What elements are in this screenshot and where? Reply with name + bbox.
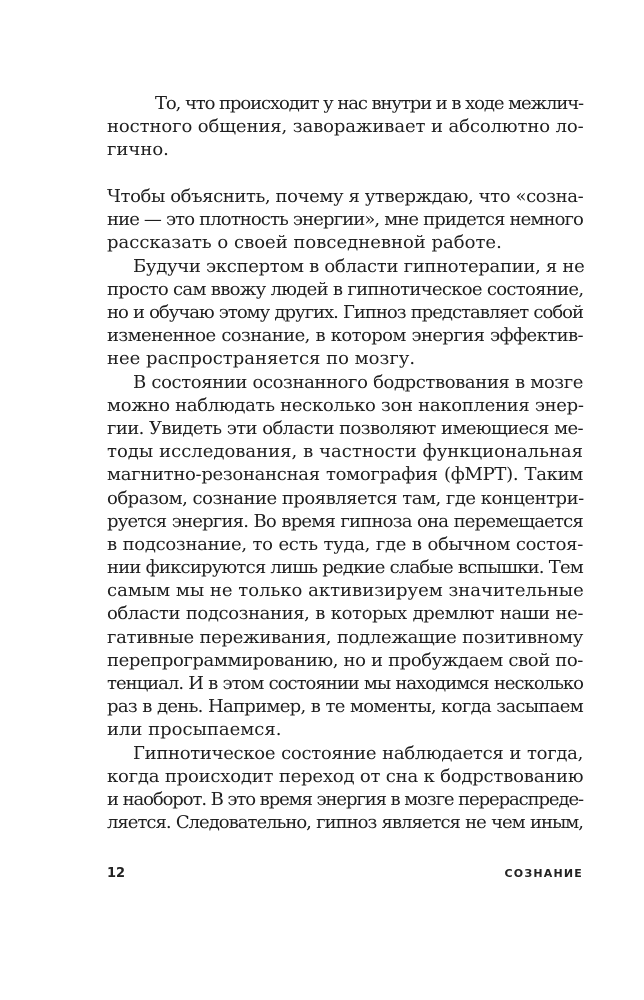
paragraph-line: но и обучаю этому других. Гипноз представляет собой [107, 301, 583, 323]
paragraph-line: гично. [107, 139, 169, 161]
paragraph-line: перепрограммированию, но и пробуждаем свой по- [107, 649, 583, 671]
paragraph-5 [107, 742, 583, 835]
paragraph-line: В состоянии осознанного бодрствования в мозге [133, 371, 583, 393]
paragraph-line: просто сам ввожу людей в гипнотическое состояние, [107, 278, 584, 300]
page-number: 12 [107, 866, 126, 881]
paragraph-line: руется энергия. Во время гипноза она перемещается [107, 510, 583, 532]
paragraph-line: гативные переживания, подлежащие позитивному [107, 626, 583, 648]
paragraph-line: или просыпаемся. [107, 719, 282, 741]
paragraph-2 [107, 185, 583, 255]
paragraph-line: образом, сознание проявляется там, где концентри- [107, 487, 584, 509]
paragraph-line: рассказать о своей повседневной работе. [107, 232, 502, 254]
paragraph-line: измененное сознание, в котором энергия эффектив- [107, 325, 583, 347]
paragraph-1 [107, 92, 583, 162]
paragraph-line: ностного общения, завораживает и абсолютно ло- [107, 116, 584, 138]
paragraph-line: Чтобы объяснить, почему я утверждаю, что «созна- [107, 186, 584, 207]
paragraph-line: раз в день. Например, в те моменты, когда засыпаем [107, 696, 583, 718]
paragraph-line: нии фиксируются лишь редкие слабые вспышки. Тем [107, 557, 583, 579]
paragraph-line: в подсознание, то есть туда, где в обычном состоя- [107, 533, 583, 555]
paragraph-3 [107, 255, 583, 371]
paragraph-line: когда происходит переход от сна к бодрствованию [107, 765, 584, 787]
paragraph-line: тенциал. И в этом состоянии мы находимся несколько [107, 673, 583, 695]
paragraph-line: Гипнотическое состояние наблюдается и тогда, [133, 742, 583, 764]
paragraph-line: То, что происходит у нас внутри и в ходе межлич- [155, 93, 583, 114]
paragraph-line: области подсознания, в которых дремлют наши не- [107, 603, 583, 625]
paragraph-line: магнитно-резонансная томография (фМРТ). Таким [107, 464, 583, 486]
paragraph-line: ние — это плотность энергии», мне придется немного [107, 209, 583, 231]
paragraph-line: нее распространяется по мозгу. [107, 348, 416, 370]
paragraph-line: можно наблюдать несколько зон накопления энер- [107, 394, 584, 416]
paragraph-line: Будучи экспертом в области гипнотерапии, я не [133, 255, 585, 277]
paragraph-line: ляется. Следовательно, гипноз является не чем иным, [107, 812, 583, 834]
paragraph-line: и наоборот. В это время энергия в мозге перераспреде- [107, 789, 583, 811]
paragraph-4 [107, 371, 583, 742]
paragraph-line: тоды исследования, в частности функциональная [107, 441, 583, 463]
running-title: СОЗНАНИЕ [504, 867, 583, 880]
paragraph-line: самым мы не только активизируем значительные [107, 580, 584, 602]
paragraph-line: гии. Увидеть эти области позволяют имеющиеся ме- [107, 417, 583, 439]
